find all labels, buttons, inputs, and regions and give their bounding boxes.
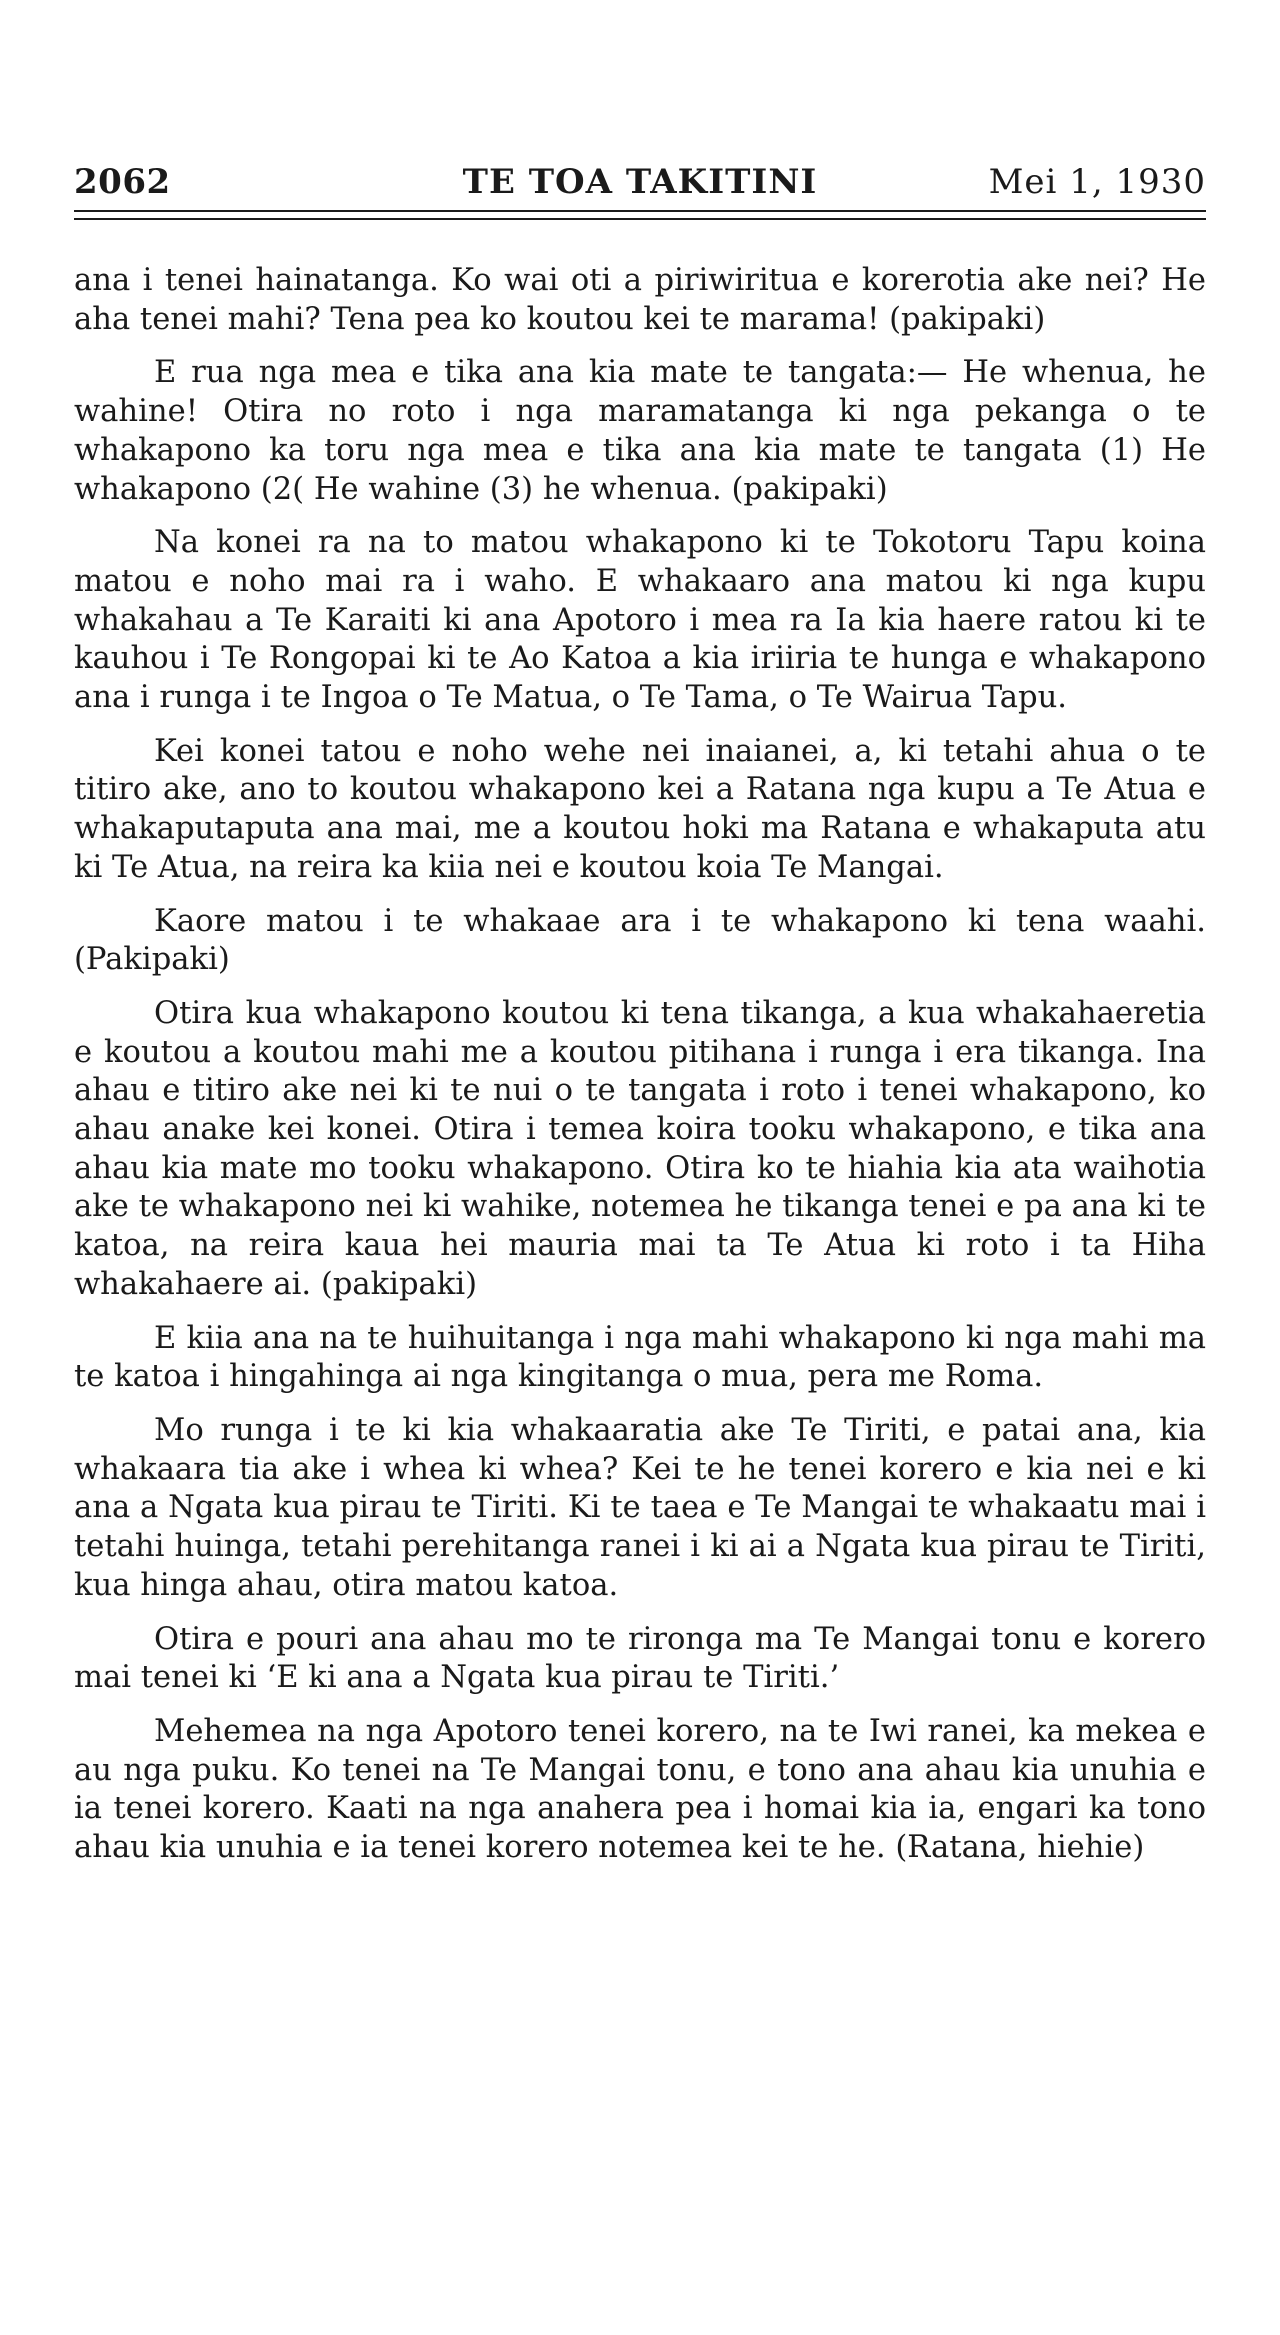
page-header bbox=[74, 158, 1206, 206]
paragraph-2: E rua nga mea e tika ana kia mate te tangata:— He whenua, he wahine! Otira no roto i nga maramatanga ki nga pekanga o te whakapono ka toru nga mea e tika ana kia mate te tangata (1) He whakapono (2( He wahine (3) he whenua. (pakipaki) bbox=[74, 355, 1206, 507]
paragraph-5: Kaore matou i te whakaae ara i te whakapono ki tena waahi. (Pakipaki) bbox=[74, 903, 1206, 978]
header-rule-top bbox=[74, 210, 1206, 212]
header-rule-bottom bbox=[74, 218, 1206, 220]
paragraph-9: Otira e pouri ana ahau mo te rironga ma Te Mangai tonu e korero mai tenei ki ‘E ki ana a Ngata kua pirau te Tiriti.’ bbox=[74, 1621, 1206, 1696]
paragraph-6: Otira kua whakapono koutou ki tena tikanga, a kua whakahaeretia e koutou a koutou mahi me a koutou pitihana i runga i era tikanga. Ina ahau e titiro ake nei ki te nui o te tangata i roto i tenei whakapono, ko ahau anake kei konei. Otira i temea koira tooku whakapono, e tika ana ahau kia mate mo tooku whakapono. Otira ko te hiahia kia ata waihotia ake te whakapono nei ki wahike, notemea he tikanga tenei e pa ana ki te katoa, na reira kaua hei mauria mai ta Te Atua ki roto i ta Hiha whakahaere ai. (pakipaki) bbox=[74, 995, 1206, 1302]
paragraph-8: Mo runga i te ki kia whakaaratia ake Te Tiriti, e patai ana, kia whakaara tia ake i whea ki whea? Kei te he tenei korero e kia nei e ki ana a Ngata kua pirau te Tiriti. Ki te taea e Te Mangai te whakaatu mai i tetahi huinga, tetahi perehitanga ranei i ki ai a Ngata kua pirau te Tiriti, kua hinga ahau, otira matou katoa. bbox=[74, 1412, 1206, 1603]
journal-title: TE TOA TAKITINI bbox=[462, 162, 818, 202]
paragraph-3: Na konei ra na to matou whakapono ki te Tokotoru Tapu koina matou e noho mai ra i waho. E whakaaro ana matou ki nga kupu whakahau a Te Karaiti ki ana Apotoro i mea ra Ia kia haere ratou ki te kauhou i Te Rongopai ki te Ao Katoa a kia iriiria te hunga e whakapono ana i runga i te Ingoa o Te Matua, o Te Tama, o Te Wairua Tapu. bbox=[74, 525, 1206, 716]
issue-date: Mei 1, 1930 bbox=[988, 162, 1206, 202]
page bbox=[74, 0, 1206, 2335]
paragraph-1: ana i tenei hainatanga. Ko wai oti a piriwiritua e korerotia ake nei? He aha tenei mahi? Tena pea ko koutou kei te marama! (pakipaki) bbox=[74, 263, 1206, 337]
article-body bbox=[74, 262, 1206, 1883]
paragraph-10: Mehemea na nga Apotoro tenei korero, na te Iwi ranei, ka mekea e au nga puku. Ko tenei na Te Mangai tonu, e tono ana ahau kia unuhia e ia tenei korero. Kaati na nga anahera pea i homai kia ia, engari ka tono ahau kia unuhia e ia tenei korero notemea kei te he. (Ratana, hiehie) bbox=[74, 1713, 1206, 1866]
paragraph-4: Kei konei tatou e noho wehe nei inaianei, a, ki tetahi ahua o te titiro ake, ano to koutou whakapono kei a Ratana nga kupu a Te Atua e whakaputaputa ana mai, me a koutou hoki ma Ratana e whakaputa atu ki Te Atua, na reira ka kiia nei e koutou koia Te Mangai. bbox=[74, 733, 1206, 885]
paragraph-7: E kiia ana na te huihuitanga i nga mahi whakapono ki nga mahi ma te katoa i hingahinga ai nga kingitanga o mua, pera me Roma. bbox=[74, 1320, 1206, 1395]
page-number: 2062 bbox=[74, 162, 171, 202]
